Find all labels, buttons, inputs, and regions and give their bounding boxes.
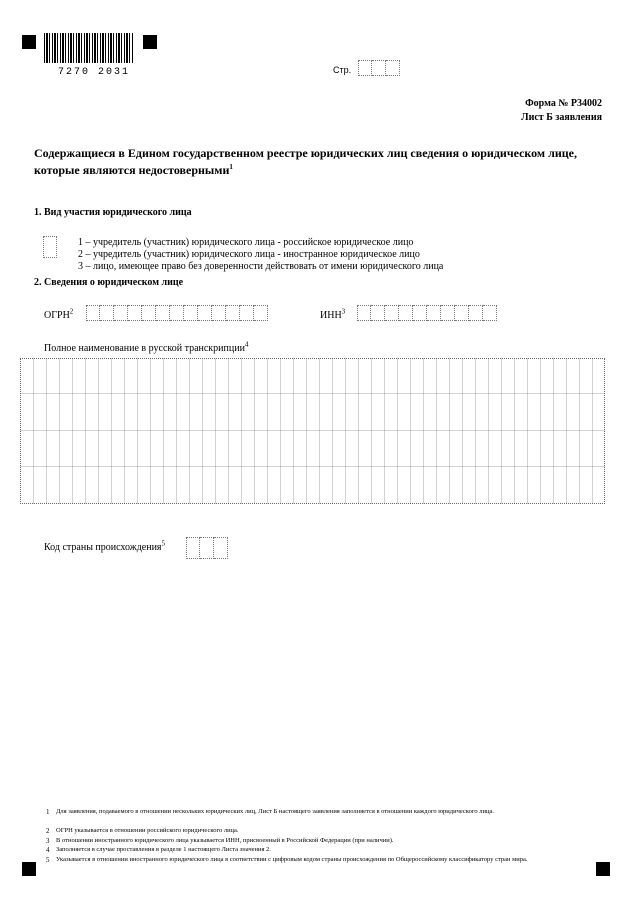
- barcode: [44, 33, 134, 63]
- footnote-4: 4 Заполняется в случае проставления в разделе 1 настоящего Листа значения 2.: [46, 846, 271, 854]
- ogrn-label: ОГРН$^2$: [44, 307, 74, 321]
- section-2-heading: 2. Сведения о юридическом лице: [34, 277, 184, 288]
- full-name-label: Полное наименование в русской транскрипции$^4$: [44, 340, 249, 354]
- country-code-field[interactable]: [186, 537, 228, 559]
- corner-marker-bottom-right: [596, 862, 610, 876]
- sheet-label: Лист Б заявления: [521, 112, 602, 123]
- option-1: 1 – учредитель (участник) юридического лица - российское юридическое лицо: [78, 237, 414, 248]
- corner-marker-top-left: [22, 35, 36, 49]
- corner-marker-top-right: [143, 35, 157, 49]
- footnote-1: 1 Для заявления, подаваемого в отношении нескольких юридических лиц, Лист Б настоящего заявления заполняется в отношении каждого юридического лица.: [46, 808, 494, 816]
- page-label: Стр.: [333, 65, 352, 75]
- option-2: 2 – учредитель (участник) юридического лица - иностранное юридическое лицо: [78, 249, 420, 260]
- barcode-number: 7270 2031: [58, 67, 131, 78]
- country-code-label: Код страны происхождения$^5$: [44, 539, 166, 553]
- page-title: [34, 145, 604, 179]
- footnote-ref: 1: [229, 163, 233, 171]
- page-number-field[interactable]: [358, 60, 400, 76]
- section-1-heading: 1. Вид участия юридического лица: [34, 207, 192, 218]
- page-title-text: Содержащиеся в Едином государственном реестре юридических лиц сведения о юридическом лице, которые являются недостоверными: [34, 146, 577, 177]
- inn-label: ИНН$^3$: [320, 307, 346, 321]
- ogrn-field[interactable]: [86, 305, 268, 321]
- participation-type-field[interactable]: [43, 236, 57, 258]
- corner-marker-bottom-left: [22, 862, 36, 876]
- full-name-grid[interactable]: [20, 358, 605, 504]
- footnote-5: 5 Указывается в отношении иностранного юридического лица в соответствии с цифровым кодом страны происхождения по Общероссийскому классификатору стран мира.: [46, 856, 528, 864]
- footnote-2: 2 ОГРН указывается в отношении российского юридического лица.: [46, 827, 239, 835]
- inn-field[interactable]: [357, 305, 497, 321]
- form-meta: [521, 97, 602, 125]
- option-3: 3 – лицо, имеющее право без доверенности действовать от имени юридического лица: [78, 261, 444, 272]
- form-number: Форма № Р34002: [525, 98, 602, 109]
- footnote-3: 3 В отношении иностранного юридического лица указывается ИНН, присвоенный в Российской Федерации (при наличии).: [46, 837, 394, 845]
